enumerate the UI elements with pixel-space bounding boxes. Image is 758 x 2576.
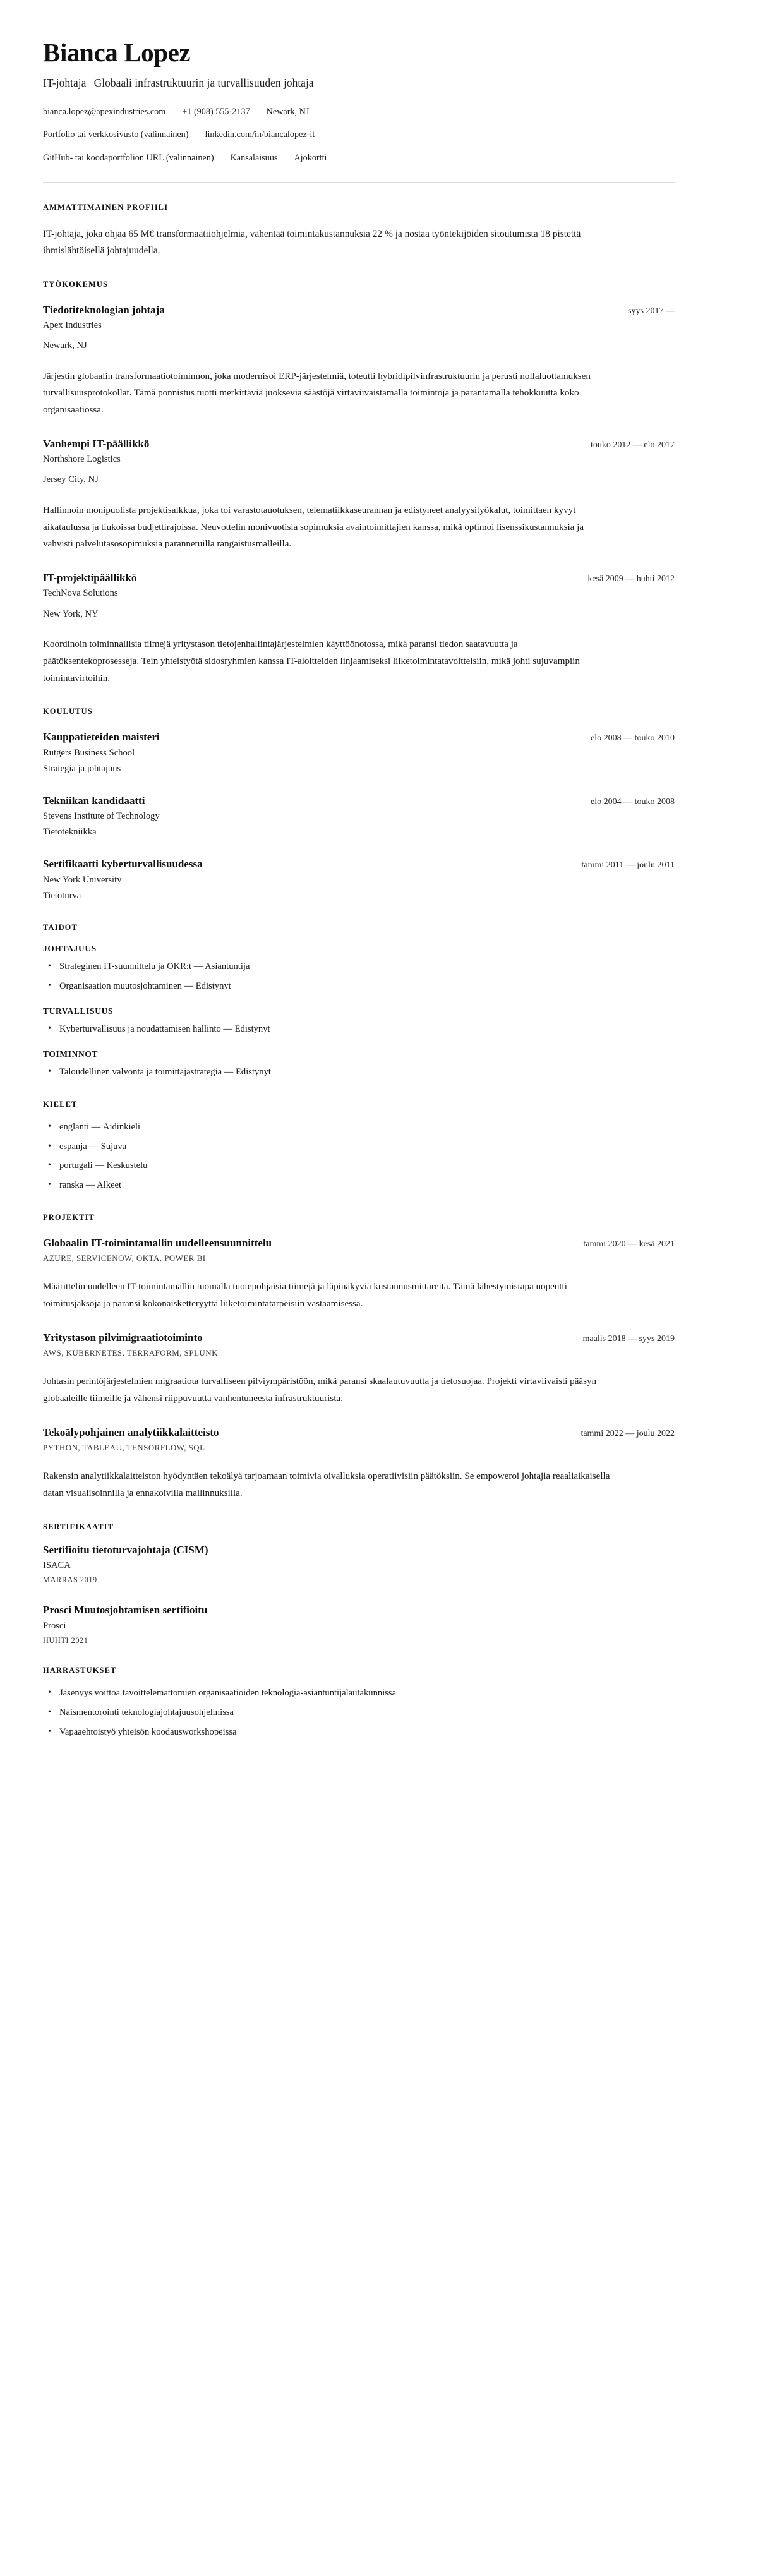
experience-date: touko 2012 — elo 2017 xyxy=(591,440,675,450)
experience-company: Apex Industries xyxy=(43,320,102,331)
education-entry-header xyxy=(43,794,675,807)
section-certificates xyxy=(43,1522,675,1646)
experience-entry-header xyxy=(43,303,675,316)
section-education xyxy=(43,707,675,903)
section-title-experience: TYÖKOKEMUS xyxy=(43,279,109,289)
portfolio-placeholder-text: Portfolio tai verkkosivusto (valinnainen) xyxy=(43,129,189,140)
skill-group xyxy=(43,1006,675,1037)
education-entry xyxy=(43,730,675,776)
education-field: Tietoturva xyxy=(43,890,81,901)
project-entry-header xyxy=(43,1331,675,1344)
location-text: Newark, NJ xyxy=(266,107,310,117)
section-experience xyxy=(43,280,675,687)
github-placeholder-text: GitHub- tai koodaportfolion URL (valinnainen) xyxy=(43,152,214,163)
language-list xyxy=(43,1121,675,1193)
skill-list xyxy=(43,1023,675,1037)
list-item: • Kyberturvallisuus ja noudattamisen hallinto — Edistynyt xyxy=(43,1023,675,1037)
section-projects xyxy=(43,1213,675,1502)
section-languages xyxy=(43,1100,675,1193)
certificate-date: HUHTI 2021 xyxy=(43,1635,88,1645)
project-description: Määrittelin uudelleen IT-toimintamallin tuomalla tuotepohjaisia tiimejä ja läpinäkyviä kustannusmittareita. Tämä lähestymistapa nopeutti toimitusjaksoja ja paransi kokonaisketteryyttä liiketoimintatarpeisiin vastaamisessa. xyxy=(43,1282,567,1309)
contact-row-primary xyxy=(43,105,675,119)
experience-location: New York, NY xyxy=(43,608,99,619)
skill-group-name: JOHTAJUUS xyxy=(43,944,97,954)
experience-description: Koordinoin toiminnallisia tiimejä yritystason tietojenhallintajärjestelmien käyttöönotossa, mikä paransi tiedon saatavuutta ja päätöksentekoprosesseja. Tein yhteistyötä sidosryhmien kanssa IT-aloitteiden linjaamiseksi liiketoimintatavoitteisiin, mikä johti sujuvampiin toimintavirtoihin. xyxy=(43,639,580,683)
skill-group xyxy=(43,944,675,994)
resume-header xyxy=(43,39,675,183)
project-date: maalis 2018 — syys 2019 xyxy=(582,1334,675,1344)
education-field: Strategia ja johtajuus xyxy=(43,763,121,774)
experience-description: Hallinnoin monipuolista projektisalkkua, joka toi varastotauotuksen, telematiikkaseurannan ja edistyneet analyysityökalut, toimittaen kyvyt aikataulussa ja tiukoissa budjettirajoissa. Neuvottelin monivuotisia sopimuksia avaintoimittajien kanssa, mikä optimoi lisenssikustannuksia ja vahvisti palvelutasosopimuksia parannetuilla rangaistusmalleilla. xyxy=(43,505,584,550)
certificate-entry xyxy=(43,1603,675,1645)
section-title-hobbies: HARRASTUKSET xyxy=(43,1665,117,1675)
section-title-projects: PROJEKTIT xyxy=(43,1213,95,1222)
experience-description: Järjestin globaalin transformaatiotoiminnon, joka modernisoi ERP-järjestelmiä, toteutti hybridipilvinfrastruktuurin ja perusti nollaluottamuksen turvallisuusprotokollat. Tämä ponnistus tuotti merkittäviä juoksevia säästöjä virtaviivaistamalla toimintoja ja parantamalla tehokkuutta koko organisaatiossa. xyxy=(43,371,591,416)
spacer xyxy=(214,152,231,165)
education-degree: Tekniikan kandidaatti xyxy=(43,794,145,807)
certificate-issuer: Prosci xyxy=(43,1620,66,1631)
project-name: Yritystason pilvimigraatiotoiminto xyxy=(43,1332,203,1344)
list-item: • espanja — Sujuva xyxy=(43,1140,675,1154)
project-entry xyxy=(43,1426,675,1502)
list-item: • Naismentorointi teknologiajohtajuusohjelmissa xyxy=(43,1706,675,1720)
experience-entry-header xyxy=(43,571,675,584)
candidate-name: Bianca Lopez xyxy=(43,38,191,67)
project-entry-header xyxy=(43,1236,675,1249)
spacer xyxy=(277,152,294,165)
project-entry xyxy=(43,1331,675,1407)
certificate-date: MARRAS 2019 xyxy=(43,1575,97,1585)
experience-location: Newark, NJ xyxy=(43,340,87,351)
education-degree: Kauppatieteiden maisteri xyxy=(43,731,160,743)
contact-row-portfolio xyxy=(43,128,675,141)
header-divider xyxy=(43,182,675,183)
section-title-certificates: SERTIFIKAATIT xyxy=(43,1522,114,1532)
section-hobbies xyxy=(43,1666,675,1740)
project-name: Globaalin IT-toimintamallin uudelleensuunnittelu xyxy=(43,1237,272,1249)
education-school: New York University xyxy=(43,874,122,885)
education-date: elo 2008 — touko 2010 xyxy=(591,733,675,743)
project-date: tammi 2022 — joulu 2022 xyxy=(581,1429,675,1439)
education-entry-header xyxy=(43,730,675,743)
project-date: tammi 2020 — kesä 2021 xyxy=(583,1239,675,1249)
section-title-skills: TAIDOT xyxy=(43,923,78,932)
list-item: • Organisaation muutosjohtaminen — Edistynyt xyxy=(43,980,675,994)
project-tech-stack: AZURE, SERVICENOW, OKTA, POWER BI xyxy=(43,1253,206,1263)
section-title-education: KOULUTUS xyxy=(43,707,93,716)
project-description: Rakensin analytiikkalaitteiston hyödyntäen tekoälyä tarjoamaan toimivia oivalluksia operatiivisiin päätöksiin. Se empoweroi johtajia reaaliaikaisella datan visualisoinnilla ja ennakoivilla mallinnuksilla. xyxy=(43,1471,610,1499)
section-profile xyxy=(43,203,675,260)
section-title-languages: KIELET xyxy=(43,1099,78,1109)
skill-list xyxy=(43,1066,675,1080)
experience-role: Vanhempi IT-päällikkö xyxy=(43,438,150,450)
education-date: elo 2004 — touko 2008 xyxy=(591,797,675,807)
hobby-list xyxy=(43,1687,675,1740)
list-item: • ranska — Alkeet xyxy=(43,1179,675,1193)
experience-entry xyxy=(43,437,675,553)
skill-group xyxy=(43,1049,675,1080)
skill-group-name: TOIMINNOT xyxy=(43,1049,99,1059)
education-entry xyxy=(43,857,675,903)
project-entry xyxy=(43,1236,675,1313)
profile-summary-text: IT-johtaja, joka ohjaa 65 M€ transformaatiiohjelmia, vähentää toimintakustannuksia 22 % ja nostaa työntekijöiden sitoutumista 18 pistettä ihmislähtöisellä johtajuudella. xyxy=(43,228,581,256)
list-item: • Taloudellinen valvonta ja toimittajastrategia — Edistynyt xyxy=(43,1066,675,1080)
contact-row-github xyxy=(43,152,675,165)
education-school: Stevens Institute of Technology xyxy=(43,811,160,822)
project-tech-stack: PYTHON, TABLEAU, TENSORFLOW, SQL xyxy=(43,1443,205,1453)
education-entry-header xyxy=(43,857,675,870)
education-field: Tietotekniikka xyxy=(43,827,97,838)
phone-text: +1 (908) 555-2137 xyxy=(182,107,250,117)
experience-entry xyxy=(43,571,675,687)
list-item: • portugali — Keskustelu xyxy=(43,1159,675,1173)
experience-company: TechNova Solutions xyxy=(43,588,118,599)
candidate-headline: IT-johtaja | Globaali infrastruktuurin ja turvallisuuden johtaja xyxy=(43,76,314,90)
education-entry xyxy=(43,794,675,840)
email-text: bianca.lopez@apexindustries.com xyxy=(43,107,166,117)
certificate-name: Sertifioitu tietoturvajohtaja (CISM) xyxy=(43,1544,208,1556)
list-item: • Jäsenyys voittoa tavoittelemattomien organisaatioiden teknologia-asiantuntijalautakunnissa xyxy=(43,1687,675,1700)
experience-date: syys 2017 — xyxy=(628,306,675,316)
nationality-text: Kansalaisuus xyxy=(230,152,278,163)
spacer xyxy=(165,105,182,119)
skill-group-name: TURVALLISUUS xyxy=(43,1006,114,1016)
experience-role: Tiedotiteknologian johtaja xyxy=(43,303,165,316)
project-tech-stack: AWS, KUBERNETES, TERRAFORM, SPLUNK xyxy=(43,1348,218,1358)
driving-licence-text: Ajokortti xyxy=(294,152,327,163)
section-title-profile: AMMATTIMAINEN PROFIILI xyxy=(43,202,169,212)
section-skills xyxy=(43,923,675,1080)
education-school: Rutgers Business School xyxy=(43,747,135,758)
experience-company: Northshore Logistics xyxy=(43,454,121,465)
project-description: Johtasin perintöjärjestelmien migraatiota turvalliseen pilviympäristöön, mikä paransi skaalautuvuutta ja tietosuojaa. Projekti virtaviivaisti pääsyn globaaleille tiimeille ja vähensi riippuvuutta vanhentuneesta infrastruktuurista. xyxy=(43,1376,597,1404)
experience-entry xyxy=(43,303,675,419)
skill-list xyxy=(43,960,675,994)
linkedin-text: linkedin.com/in/biancalopez-it xyxy=(205,129,315,140)
project-entry-header xyxy=(43,1426,675,1439)
list-item: • Strateginen IT-suunnittelu ja OKR:t — Asiantuntija xyxy=(43,960,675,974)
spacer xyxy=(189,128,205,141)
certificate-name: Prosci Muutosjohtamisen sertifioitu xyxy=(43,1604,208,1616)
list-item: • englanti — Äidinkieli xyxy=(43,1121,675,1135)
experience-date: kesä 2009 — huhti 2012 xyxy=(587,574,675,584)
education-degree: Sertifikaatti kyberturvallisuudessa xyxy=(43,858,203,870)
experience-role: IT-projektipäällikkö xyxy=(43,572,137,584)
list-item: • Vapaaehtoistyö yhteisön koodausworkshopeissa xyxy=(43,1726,675,1740)
education-date: tammi 2011 — joulu 2011 xyxy=(581,860,675,870)
experience-location: Jersey City, NJ xyxy=(43,474,99,485)
certificate-issuer: ISACA xyxy=(43,1560,71,1571)
spacer xyxy=(250,105,267,119)
project-name: Tekoälypohjainen analytiikkalaitteisto xyxy=(43,1426,219,1439)
certificate-entry xyxy=(43,1543,675,1585)
experience-entry-header xyxy=(43,437,675,450)
